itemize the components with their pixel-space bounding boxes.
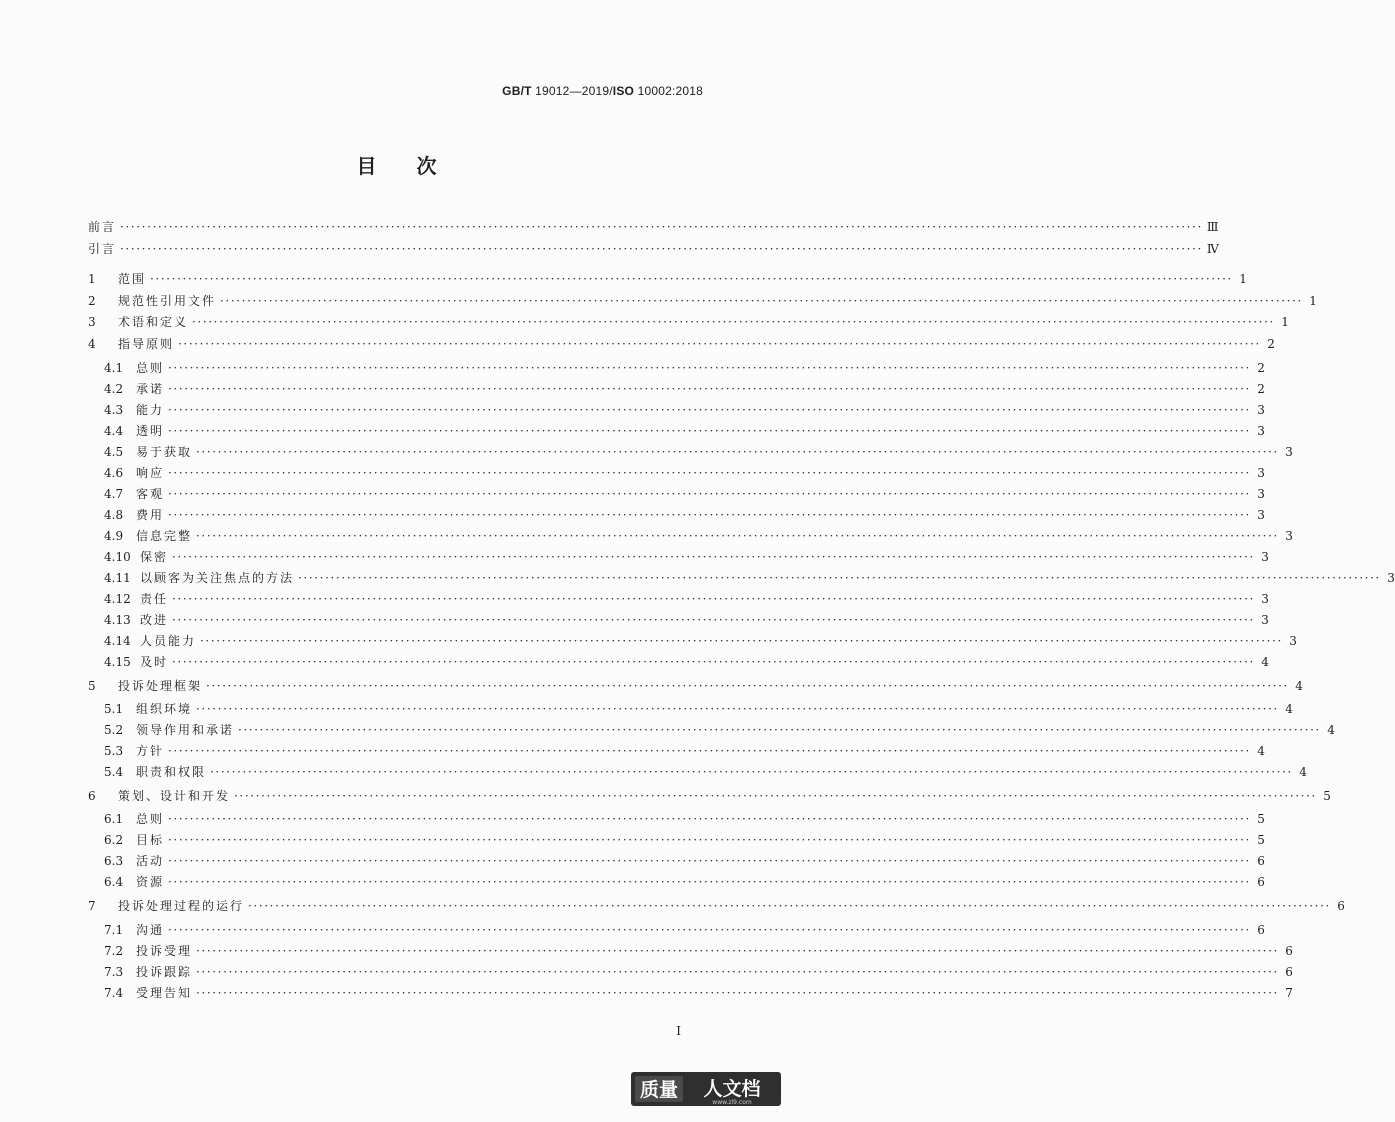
toc-leader-dots: ········································································································································································································ [168,833,1251,847]
toc-entry-page: 7 [1285,986,1293,1000]
toc-leader-dots: ········································································································································································································ [200,634,1283,648]
toc-entry-page: 3 [1387,571,1395,585]
toc-entry-number: 4.11 [104,571,131,585]
toc-leader-dots: ········································································································································································································ [168,923,1251,937]
toc-entry-page: 4 [1327,723,1335,737]
toc-entry[interactable] [104,359,1265,377]
toc-entry-page: 1 [1309,294,1317,308]
toc-entry-number: 7.1 [104,923,124,937]
watermark-logo [631,1068,781,1110]
toc-entry-label: 受理告知 [136,986,193,1000]
toc-entry[interactable] [104,810,1265,828]
svg-text:质量: 质量 [639,1079,679,1101]
toc-leader-dots: ········································································································································································································ [210,765,1293,779]
toc-leader-dots: ········································································································································································································ [168,361,1251,375]
svg-text:人文档: 人文档 [703,1078,761,1100]
toc-leader-dots: ········································································································································································································ [172,655,1255,669]
toc-leader-dots: ········································································································································································································ [196,529,1279,543]
toc-entry-label: 指导原则 [118,337,175,351]
toc-entry-page: 4 [1285,702,1293,716]
toc-entry-page: 3 [1257,403,1265,417]
toc-entry[interactable] [104,700,1293,718]
toc-entry-label: 保密 [140,550,169,564]
toc-entry[interactable] [104,873,1265,891]
toc-entry-number: 4.5 [104,445,124,459]
toc-leader-dots: ········································································································································································································ [168,875,1251,889]
toc-entry-number: 4.4 [104,424,124,438]
toc-entry[interactable] [104,401,1265,419]
toc-entry-label: 总则 [136,812,165,826]
toc-leader-dots: ········································································································································································································ [192,315,1275,329]
toc-entry-label: 规范性引用文件 [118,294,217,308]
toc-entry-number: 2 [88,294,96,308]
toc-entry-page: 3 [1285,529,1293,543]
toc-leader-dots: ········································································································································································································ [168,744,1251,758]
toc-entry[interactable] [104,942,1293,960]
toc-entry-page: 1 [1281,315,1289,329]
toc-entry-page: 3 [1285,445,1293,459]
toc-entry-page: 4 [1261,655,1269,669]
toc-entry-label: 投诉处理框架 [118,679,203,693]
toc-entry[interactable] [104,921,1265,939]
toc-entry-number: 7.2 [104,944,124,958]
toc-entry-label: 资源 [136,875,165,889]
toc-entry-page: 6 [1337,899,1345,913]
toc-leader-dots: ········································································································································································································ [234,789,1317,803]
toc-entry-page: 3 [1257,424,1265,438]
toc-entry[interactable] [104,632,1297,650]
toc-entry-number: 6.2 [104,833,124,847]
toc-entry-label: 前言 [88,220,117,234]
toc-entry-page: Ⅳ [1206,242,1219,256]
toc-leader-dots: ········································································································································································································ [168,487,1251,501]
toc-leader-dots: ········································································································································································································ [120,220,1203,234]
toc-entry-page: 6 [1257,854,1265,868]
toc-entry-page: Ⅲ [1206,220,1219,234]
toc-entry-page: 6 [1285,944,1293,958]
toc-leader-dots: ········································································································································································································ [168,812,1251,826]
toc-leader-dots: ········································································································································································································ [220,294,1303,308]
watermark-logo-icon [631,1068,781,1110]
toc-leader-dots: ········································································································································································································ [150,272,1233,286]
toc-entry[interactable] [104,548,1269,566]
toc-entry-page: 4 [1299,765,1307,779]
toc-leader-dots: ········································································································································································································ [196,965,1279,979]
toc-entry-number: 1 [88,272,96,286]
toc-entry[interactable] [88,270,1247,288]
toc-leader-dots: ········································································································································································································ [196,944,1279,958]
toc-entry[interactable] [104,464,1265,482]
toc-entry-label: 职责和权限 [136,765,207,779]
toc-entry-label: 引言 [88,242,117,256]
footer-page-number: I [676,1024,681,1038]
toc-entry-page: 3 [1289,634,1297,648]
toc-entry-number: 6.4 [104,875,124,889]
toc-entry-label: 以顾客为关注焦点的方法 [140,571,295,585]
toc-entry[interactable] [104,742,1265,760]
toc-entry-number: 4.12 [104,592,131,606]
toc-entry-label: 人员能力 [140,634,197,648]
toc-entry-page: 6 [1285,965,1293,979]
toc-entry[interactable] [104,506,1265,524]
toc-entry[interactable] [104,485,1265,503]
toc-entry-page: 4 [1257,744,1265,758]
toc-entry-label: 投诉处理过程的运行 [118,899,245,913]
toc-entry-number: 4.10 [104,550,131,564]
toc-entry-label: 沟通 [136,923,165,937]
toc-entry-label: 术语和定义 [118,315,189,329]
toc-entry[interactable] [104,963,1293,981]
toc-entry-label: 组织环境 [136,702,193,716]
toc-leader-dots: ········································································································································································································ [168,403,1251,417]
toc-entry[interactable] [104,653,1269,671]
toc-leader-dots: ········································································································································································································ [168,854,1251,868]
toc-entry[interactable] [104,984,1293,1002]
toc-entry[interactable] [104,590,1269,608]
toc-leader-dots: ········································································································································································································ [168,424,1251,438]
toc-entry-number: 7.4 [104,986,124,1000]
toc-entry-number: 4.8 [104,508,124,522]
toc-entry-number: 6 [88,789,96,803]
toc-entry[interactable] [104,422,1265,440]
toc-entry[interactable] [104,569,1395,587]
toc-entry-label: 方针 [136,744,165,758]
toc-entry-label: 透明 [136,424,165,438]
toc-entry-number: 4.15 [104,655,131,669]
toc-entry-label: 范围 [118,272,147,286]
toc-entry-page: 3 [1261,613,1269,627]
toc-entry-page: 5 [1323,789,1331,803]
toc-entry-number: 4.14 [104,634,131,648]
toc-leader-dots: ········································································································································································································ [120,242,1203,256]
toc-entry-label: 易于获取 [136,445,193,459]
toc-entry-number: 5 [88,679,96,693]
toc-entry-page: 6 [1257,923,1265,937]
toc-entry-page: 2 [1267,337,1275,351]
toc-entry-number: 4.3 [104,403,124,417]
toc-entry-label: 投诉受理 [136,944,193,958]
toc-leader-dots: ········································································································································································································ [168,508,1251,522]
toc-entry-number: 4.2 [104,382,124,396]
standard-code-iso: ISO [612,84,635,98]
toc-entry-page: 5 [1257,812,1265,826]
toc-entry[interactable] [88,897,1345,915]
toc-entry-number: 4.13 [104,613,131,627]
toc-entry-label: 总则 [136,361,165,375]
toc-entry-label: 客观 [136,487,165,501]
toc-leader-dots: ········································································································································································································ [196,702,1279,716]
toc-leader-dots: ········································································································································································································ [178,337,1261,351]
toc-entry-number: 4 [88,337,96,351]
toc-entry-number: 4.1 [104,361,124,375]
toc-leader-dots: ········································································································································································································ [168,466,1251,480]
toc-entry-label: 策划、设计和开发 [118,789,231,803]
toc-entry[interactable] [104,763,1307,781]
svg-text:www.zl9.com: www.zl9.com [712,1099,752,1106]
toc-entry-label: 及时 [140,655,169,669]
toc-entry-number: 3 [88,315,96,329]
toc-entry-page: 3 [1261,592,1269,606]
toc-entry-label: 承诺 [136,382,165,396]
toc-entry-number: 5.1 [104,702,124,716]
toc-entry[interactable] [104,380,1265,398]
toc-entry[interactable] [88,335,1275,353]
toc-entry[interactable] [104,721,1335,739]
toc-entry-label: 响应 [136,466,165,480]
toc-entry-page: 2 [1257,382,1265,396]
toc-leader-dots: ········································································································································································································ [172,550,1255,564]
toc-entry-page: 3 [1261,550,1269,564]
toc-entry-page: 6 [1257,875,1265,889]
toc-entry-page: 3 [1257,487,1265,501]
toc-entry-page: 5 [1257,833,1265,847]
toc-entry-number: 6.1 [104,812,124,826]
standard-code-prefix: GB/T [502,84,532,98]
toc-entry-label: 费用 [136,508,165,522]
toc-entry-label: 责任 [140,592,169,606]
toc-entry-number: 7 [88,899,96,913]
standard-code-number: 19012—2019/ [531,84,613,98]
toc-entry-page: 3 [1257,508,1265,522]
toc-leader-dots: ········································································································································································································ [196,445,1279,459]
toc-leader-dots: ········································································································································································································ [172,592,1255,606]
toc-entry-label: 目标 [136,833,165,847]
toc-entry-label: 活动 [136,854,165,868]
toc-entry-page: 4 [1295,679,1303,693]
toc-leader-dots: ········································································································································································································ [248,899,1331,913]
toc-leader-dots: ········································································································································································································ [206,679,1289,693]
toc-entry[interactable] [88,787,1331,805]
toc-leader-dots: ········································································································································································································ [168,382,1251,396]
toc-entry-number: 4.7 [104,487,124,501]
toc-leader-dots: ········································································································································································································ [238,723,1321,737]
toc-entry[interactable] [88,218,1219,236]
toc-entry[interactable] [104,443,1293,461]
toc-entry-label: 领导作用和承诺 [136,723,235,737]
toc-entry-number: 5.2 [104,723,124,737]
toc-entry-label: 能力 [136,403,165,417]
toc-entry-page: 1 [1239,272,1247,286]
toc-entry-page: 2 [1257,361,1265,375]
toc-entry[interactable] [104,527,1293,545]
toc-entry-number: 4.9 [104,529,124,543]
toc-entry-page: 3 [1257,466,1265,480]
toc-entry-number: 6.3 [104,854,124,868]
toc-entry-label: 信息完整 [136,529,193,543]
toc-entry[interactable] [88,292,1317,310]
toc-entry-number: 7.3 [104,965,124,979]
page-title: 目次 [356,154,477,178]
toc-entry-number: 5.4 [104,765,124,779]
toc-entry[interactable] [88,313,1289,331]
toc-entry[interactable] [88,677,1303,695]
toc-entry[interactable] [104,852,1265,870]
standard-code-iso-number: 10002:2018 [634,84,703,98]
toc-entry-label: 改进 [140,613,169,627]
toc-entry-number: 5.3 [104,744,124,758]
toc-entry[interactable] [104,611,1269,629]
standard-code [502,84,703,98]
toc-leader-dots: ········································································································································································································ [298,571,1381,585]
toc-entry-number: 4.6 [104,466,124,480]
toc-entry[interactable] [104,831,1265,849]
toc-leader-dots: ········································································································································································································ [196,986,1279,1000]
toc-leader-dots: ········································································································································································································ [172,613,1255,627]
toc-entry-label: 投诉跟踪 [136,965,193,979]
toc-entry[interactable] [88,240,1219,258]
